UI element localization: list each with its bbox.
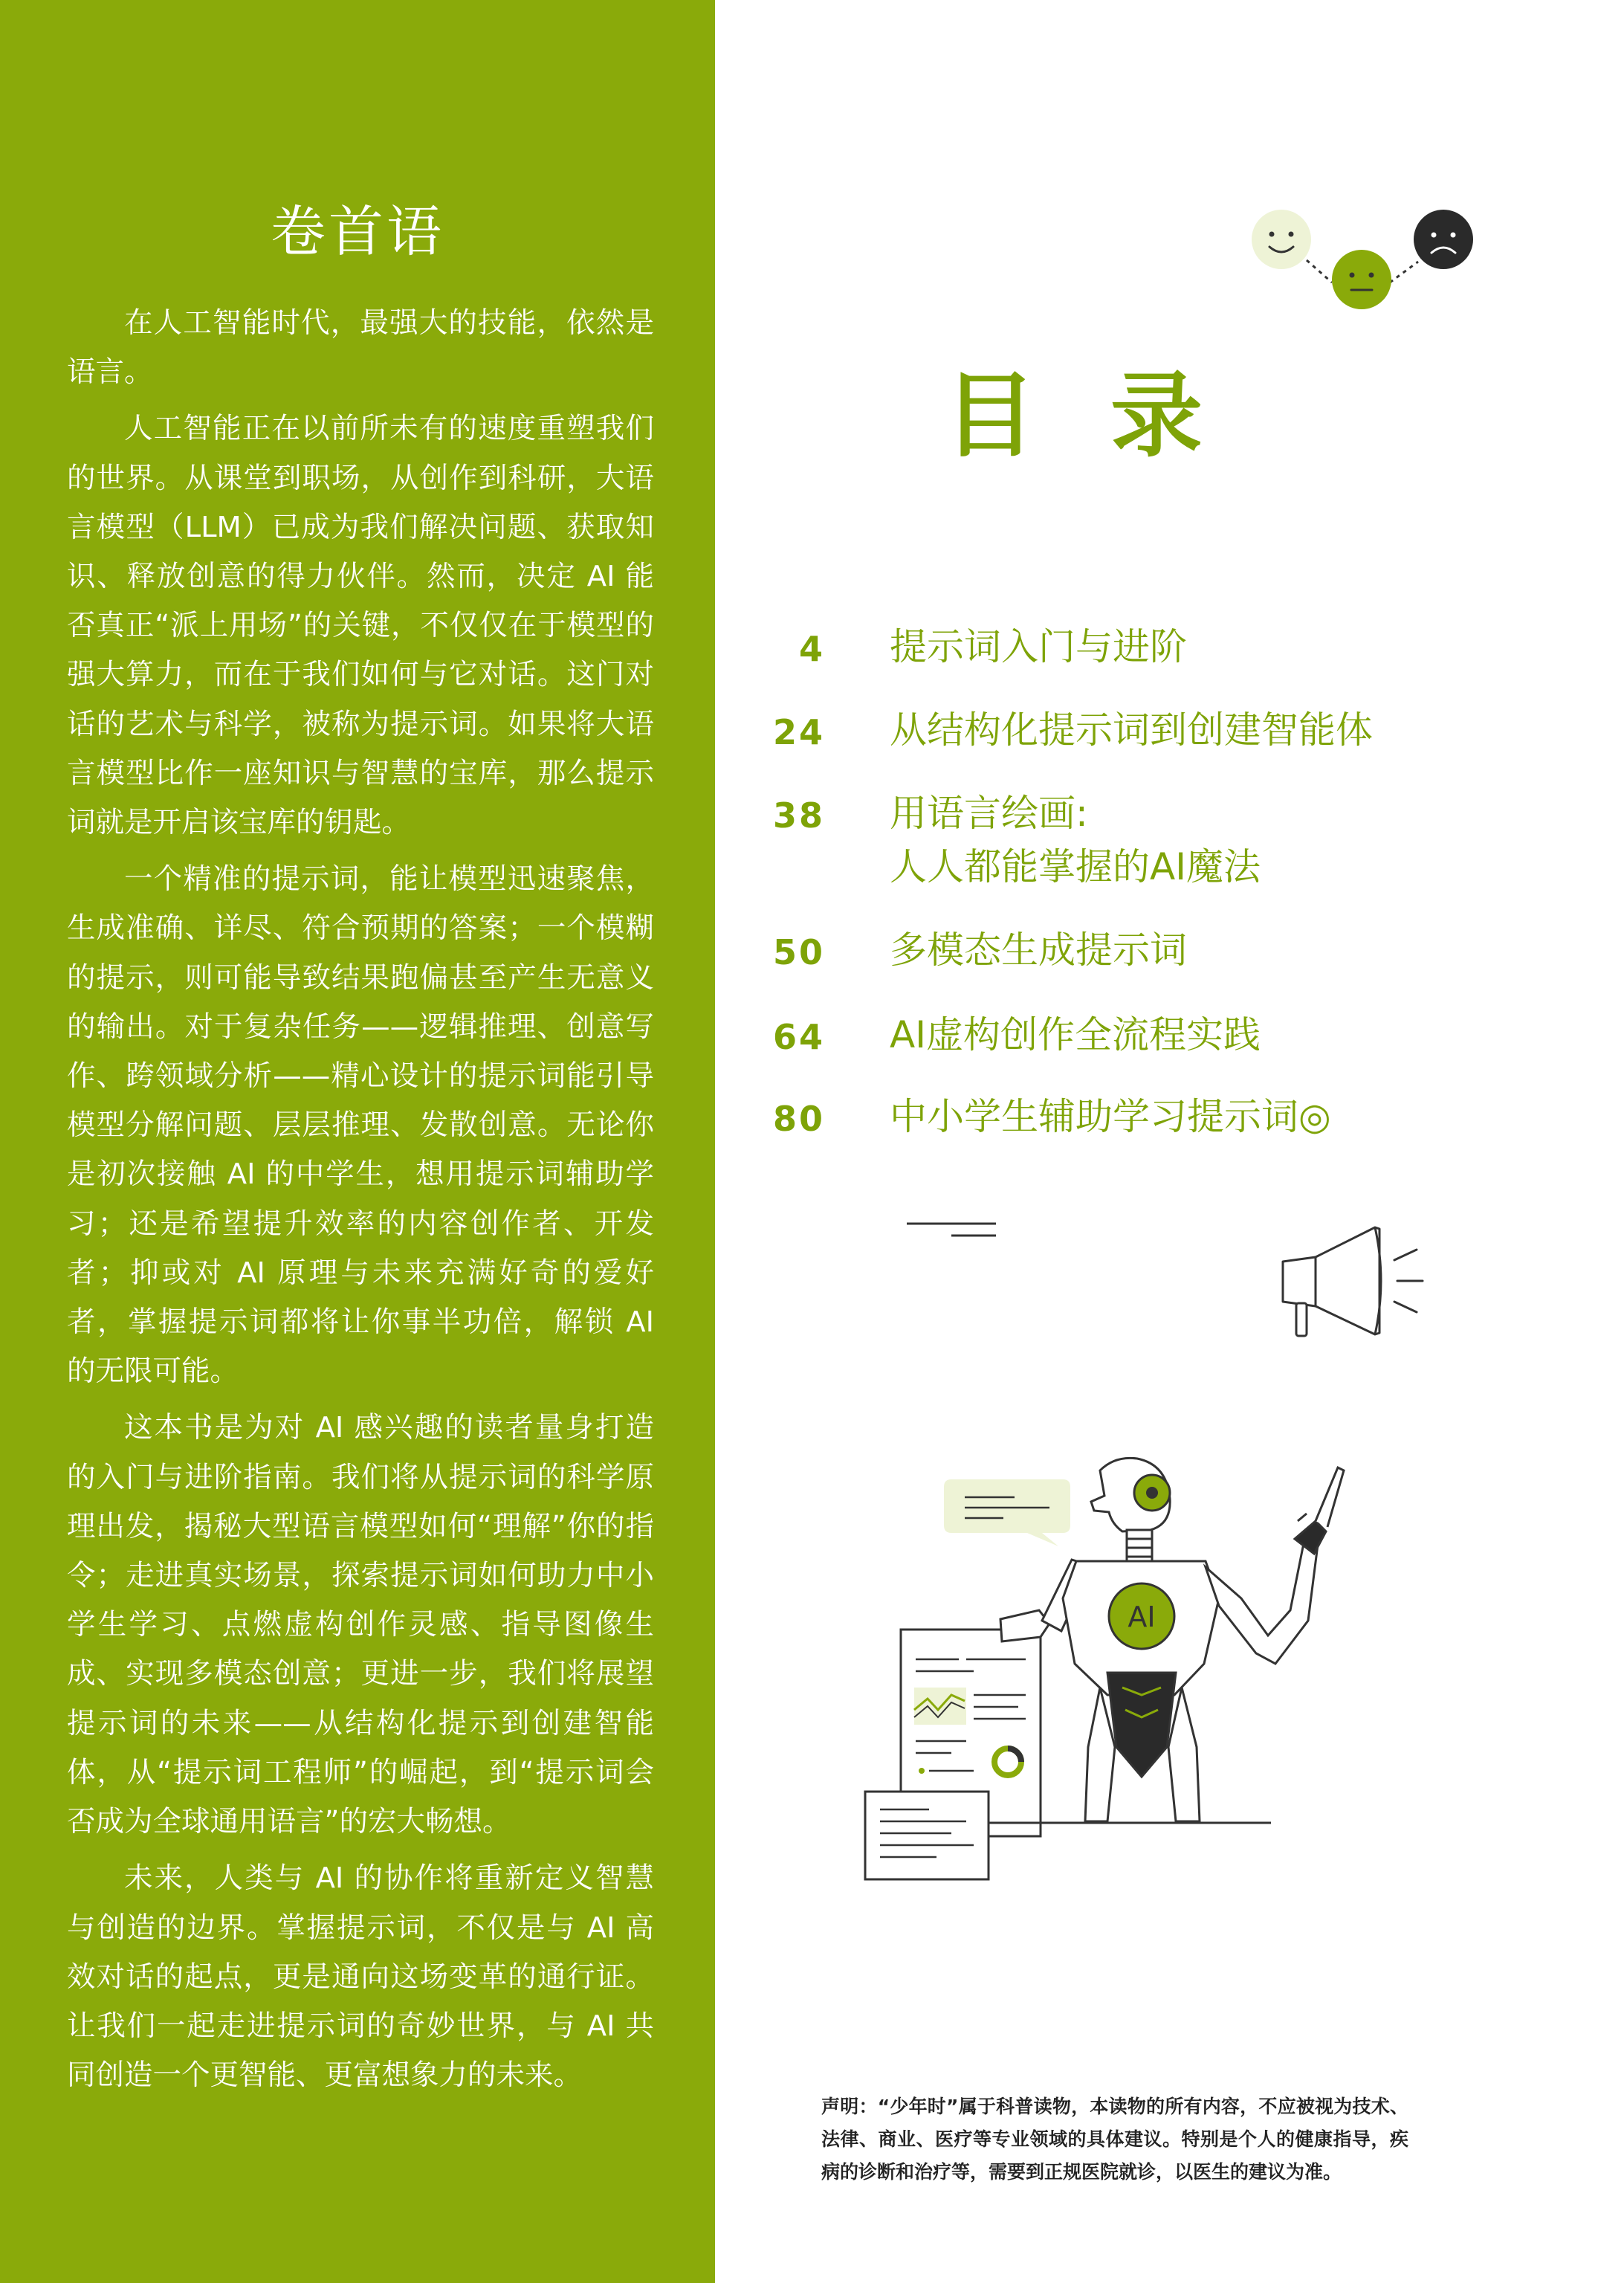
toc-chapter-title: 多模态生成提示词 (890, 929, 1187, 972)
toc-page-number: 38 (772, 795, 825, 836)
toc-page-number: 50 (772, 932, 825, 972)
robot-chest-label: AI (1128, 1601, 1156, 1633)
toc-title: 目录 (944, 363, 1278, 470)
toc-chapter-title: AI虚构创作全流程实践 (890, 1013, 1261, 1056)
toc-entry[interactable] (751, 702, 1598, 754)
foreword-paragraph: 未来，人类与 AI 的协作将重新定义智慧与创造的边界。掌握提示词，不仅是与 AI 高效对话的起点，更是通向这场变革的通行证。让我们一起走进提示词的奇妙世界，与 AI 共同创造一个更智能、更富想象力的未来。 (67, 1861, 654, 2093)
speech-bubble-icon (944, 1479, 1070, 1546)
foreword-panel (0, 0, 715, 2283)
foreword-paragraph: 这本书是为对 AI 感兴趣的读者量身打造的入门与进阶指南。我们将从提示词的科学原理出发，揭秘大型语言模型如何“理解”你的指令；走进真实场景，探索提示词如何助力中小学生学习、点燃虚构创作灵感、指导图像生成、实现多模态创意；更进一步，我们将展望提示词的未来——从结构化提示到创建智能体，从“提示词工程师”的崛起，到“提示词会否成为全球通用语言”的宏大畅想。 (67, 1411, 654, 1839)
decorative-lines (907, 1219, 1003, 1241)
disclaimer: 声明：“少年时”属于科普读物，本读物的所有内容，不应被视为技术、法律、商业、医疗等专业领域的具体建议。特别是个人的健康指导，疾病的诊断和治疗等，需要到正规医院就诊，以医生的建议为准。 (821, 2096, 1408, 2183)
foreword-body (67, 299, 654, 2108)
foreword-paragraph: 人工智能正在以前所未有的速度重塑我们的世界。从课堂到职场，从创作到科研，大语言模型（LLM）已成为我们解决问题、获取知识、释放创意的得力伙伴。然而，决定 AI 能否真正“派上用场”的关键，不仅仅在于模型的强大算力，而在于我们如何与它对话。这门对话的艺术与科学，被称为提示词。如果将大语言模型比作一座知识与智慧的宝库，那么提示词就是开启该宝库的钥匙。 (67, 412, 654, 840)
toc-chapter-title: 中小学生辅助学习提示词◎ (890, 1095, 1331, 1138)
toc-entry[interactable] (751, 619, 1598, 671)
emotion-faces-illustration (1249, 201, 1479, 320)
toc-chapter-title: 提示词入门与进阶 (890, 625, 1187, 668)
sad-face-icon (1414, 210, 1473, 269)
neutral-face-icon (1332, 250, 1391, 309)
toc-page-number: 80 (772, 1099, 825, 1139)
toc-chapter-subtitle: 人人都能掌握的AI魔法 (890, 845, 1261, 888)
document-icon (865, 1792, 989, 1879)
toc-entry[interactable] (751, 1007, 1598, 1059)
toc-page-number: 24 (772, 712, 825, 752)
foreword-title: 卷首语 (271, 200, 444, 264)
toc-page-number: 64 (772, 1017, 825, 1057)
foreword-paragraph: 一个精准的提示词，能让模型迅速聚焦，生成准确、详尽、符合预期的答案；一个模糊的提示，则可能导致结果跑偏甚至产生无意义的输出。对于复杂任务——逻辑推理、创意写作、跨领域分析——精心设计的提示词能引导模型分解问题、层层推理、发散创意。无论你是初次接触 AI 的中学生，想用提示词辅助学习；还是希望提升效率的内容创作者、开发者；抑或对 AI 原理与未来充满好奇的爱好者，掌握提示词都将让你事半功倍，解锁 AI 的无限可能。 (67, 862, 654, 1389)
megaphone-icon (1278, 1223, 1427, 1342)
toc-entry[interactable] (751, 922, 1598, 974)
toc-chapter-title: 从结构化提示词到创建智能体 (890, 708, 1373, 752)
toc-chapter-title: 用语言绘画: (890, 792, 1088, 835)
toc-page-number: 4 (798, 629, 825, 669)
happy-face-icon (1252, 210, 1311, 269)
toc-entry[interactable] (751, 785, 1598, 897)
robot-illustration (855, 1450, 1375, 1896)
toc-entry[interactable] (751, 1088, 1598, 1140)
foreword-paragraph: 在人工智能时代，最强大的技能，依然是语言。 (67, 306, 654, 390)
